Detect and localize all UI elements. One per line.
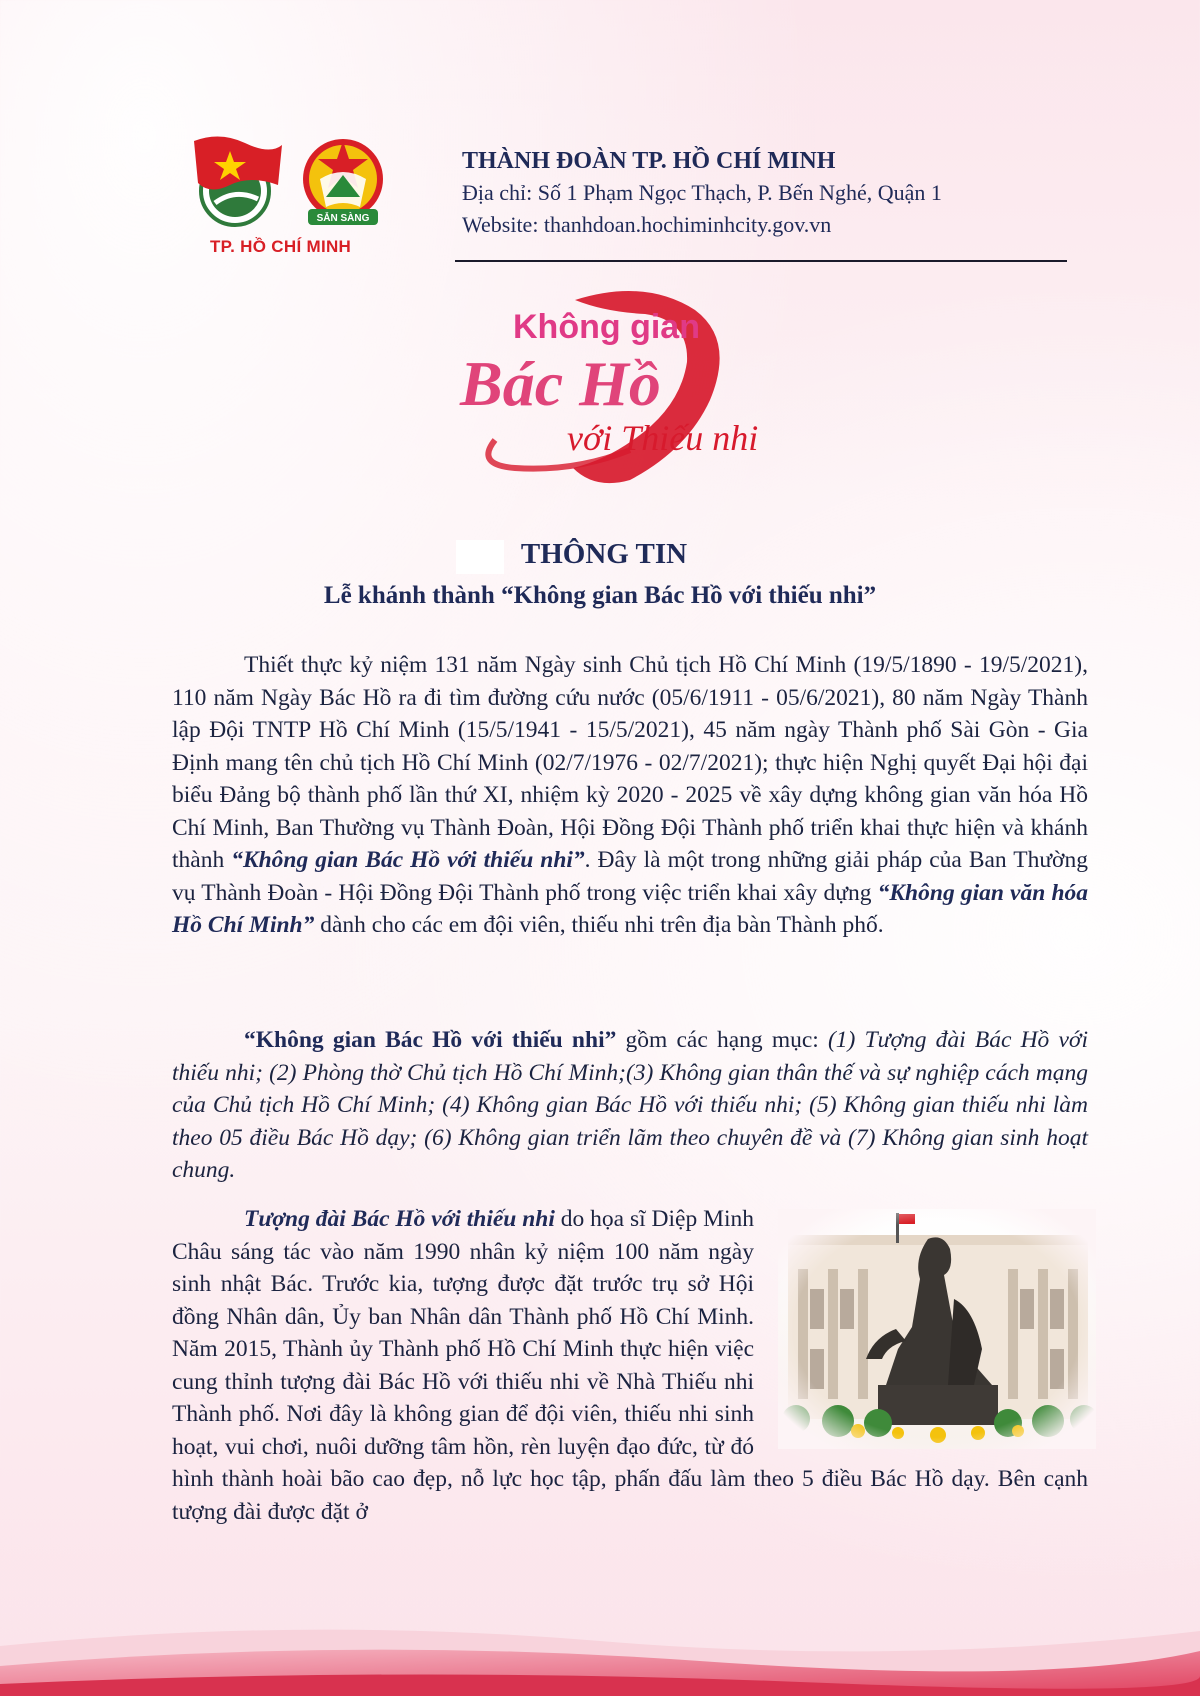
- paragraph-1-text-a: Thiết thực kỷ niệm 131 năm Ngày sinh Chủ tịch Hồ Chí Minh (19/5/1890 - 19/5/2021), 110 năm Ngày Bác Hồ ra đi tìm đường cứu nước (05/6/1911 - 05/6/2021), 80 năm Ngày Thành lập Đội TNTP Hồ Chí Minh (15/5/1941 - 15/5/2021), 45 năm ngày Thành phố Sài Gòn - Gia Định mang tên chủ tịch Hồ Chí Minh (02/7/1976 - 02/7/2021); thực hiện Nghị quyết Đại hội đại biểu Đảng bộ thành phố lần thứ XI, nhiệm kỳ 2020 - 2025 về xây dựng không gian văn hóa Hồ Chí Minh, Ban Thường vụ Thành Đoàn, Hội Đồng Đội Thành phố triển khai thực hiện và khánh thành: [172, 652, 1088, 873]
- paragraph-2-text: gồm các hạng mục:: [616, 1027, 828, 1053]
- document-type-heading: THÔNG TIN: [520, 538, 688, 570]
- paragraph-3-text: do họa sĩ Diệp Minh Châu sáng tác vào năm 1990 nhân kỷ niệm 100 năm ngày sinh nhật Bác. Trước kia, tượng được đặt trước trụ sở Hội đồng Nhân dân, Ủy ban Nhân dân Thành phố Hồ Chí Minh. Năm 2015, Thành ủy Thành phố Hồ Chí Minh thực hiện việc cung thỉnh tượng đài Bác Hồ với thiếu nhi về Nhà Thiếu nhi Thành phố. Nơi đây là không gian để đội viên, thiếu nhi sinh hoạt, vui chơi, nuôi dưỡng tâm hồn, rèn luyện đạo đức, từ đó hình thành hoài bão cao đẹp, nỗ lực học tập, phấn đấu làm theo 5 điều Bác Hồ dạy. Bên cạnh tượng đài được đặt ở: [172, 1206, 1088, 1525]
- pioneer-badge-text: SẴN SÀNG: [316, 213, 370, 224]
- organization-website: Website: thanhdoan.hochiminhcity.gov.vn: [462, 212, 832, 237]
- monument-photo: [778, 1209, 1096, 1449]
- paragraph-1: [172, 649, 1088, 942]
- paragraph-2-bold: “Không gian Bác Hồ với thiếu nhi”: [244, 1027, 617, 1053]
- paragraph-3: [172, 1203, 1088, 1528]
- paragraph-3-emphasis: Tượng đài Bác Hồ với thiếu nhi: [244, 1206, 555, 1232]
- pioneer-badge-icon: [298, 135, 388, 235]
- organization-address: Địa chỉ: Số 1 Phạm Ngọc Thạch, P. Bến Nghé, Quận 1: [462, 180, 942, 205]
- organization-block: [462, 145, 1072, 241]
- logo-caption: TP. HỒ CHÍ MINH: [210, 237, 352, 256]
- logo-line-1: Không gian: [513, 308, 700, 346]
- logo-line-2: Bác Hồ: [460, 348, 661, 419]
- paragraph-1-emphasis-b: “Không gian văn hóa Hồ Chí Minh”: [172, 879, 1089, 938]
- logo-line-3: với Thiếu nhi: [567, 418, 759, 458]
- paragraph-1-text-b: . Đây là một trong những giải pháp của Ban Thường vụ Thành Đoàn - Hội Đồng Đội Thành phố trong việc triển khai xây dựng: [172, 847, 1088, 906]
- khong-gian-bac-ho-logo: [455, 290, 805, 500]
- paragraph-1-text-c: dành cho các em đội viên, thiếu nhi trên địa bàn Thành phố.: [314, 912, 884, 938]
- bottom-decorative-band: [0, 1606, 1200, 1696]
- header-logos: [190, 133, 400, 263]
- paragraph-2-italic: (1) Tượng đài Bác Hồ với thiếu nhi; (2) Phòng thờ Chủ tịch Hồ Chí Minh;(3) Không gian thân thế và sự nghiệp cách mạng của Chủ tịch Hồ Chí Minh; (4) Không gian Bác Hồ với thiếu nhi; (5) Không gian thiếu nhi làm theo 05 điều Bác Hồ dạy; (6) Không gian triển lãm theo chuyên đề và (7) Không gian sinh hoạt chung.: [172, 1027, 1088, 1183]
- organization-name: THÀNH ĐOÀN TP. HỒ CHÍ MINH: [462, 148, 836, 174]
- document-title: Lễ khánh thành “Không gian Bác Hồ với thiếu nhi”: [323, 582, 877, 609]
- paragraph-2: [172, 1024, 1088, 1187]
- paragraph-1-emphasis-a: “Không gian Bác Hồ với thiếu nhi”: [231, 847, 585, 873]
- header-divider: [455, 260, 1067, 262]
- youth-union-emblem-icon: [190, 133, 285, 233]
